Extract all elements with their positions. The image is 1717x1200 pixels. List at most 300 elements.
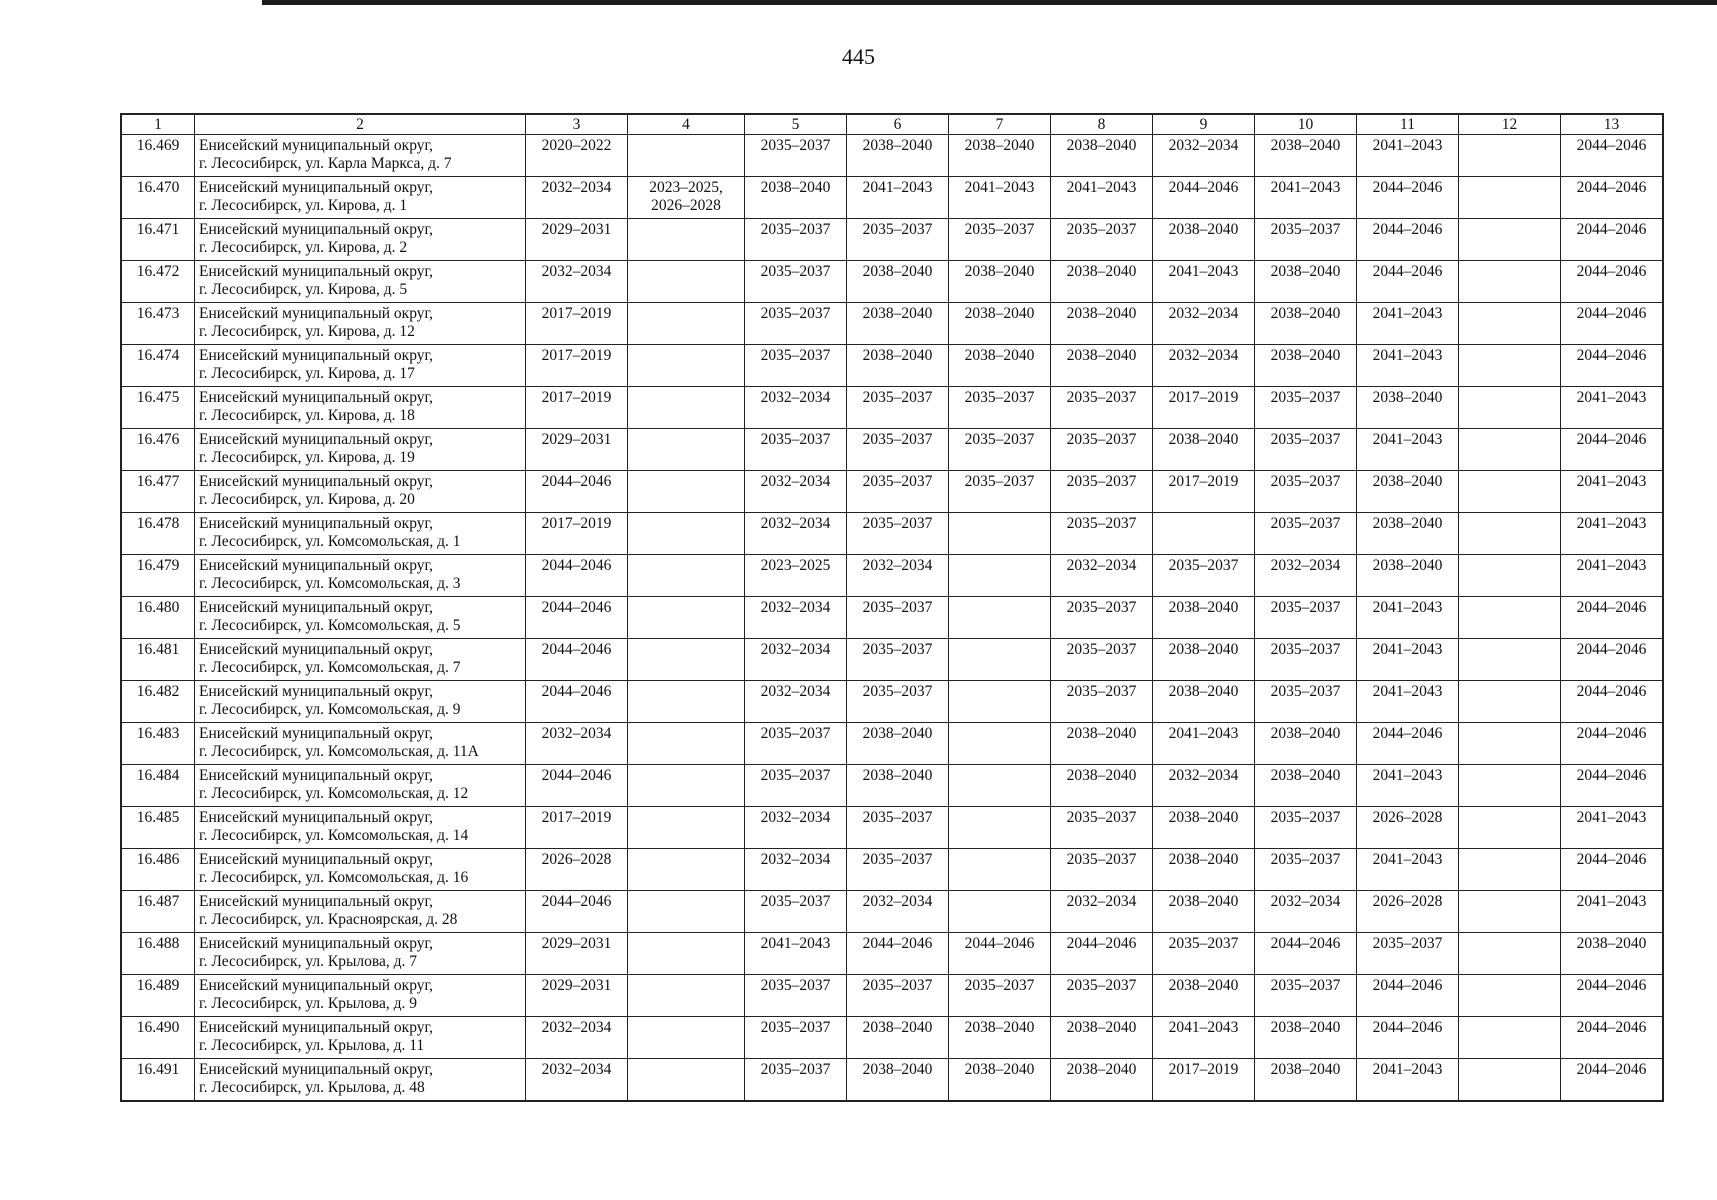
period-cell-col10: 2038–2040 (1255, 303, 1357, 345)
period-cell-col5: 2032–2034 (745, 639, 847, 681)
row-number-cell: 16.480 (122, 597, 195, 639)
period-cell-col5: 2035–2037 (745, 723, 847, 765)
row-number-cell: 16.484 (122, 765, 195, 807)
period-cell-col8: 2038–2040 (1051, 723, 1153, 765)
period-cell-col7: 2038–2040 (949, 135, 1051, 177)
address-line-street: г. Лесосибирск, ул. Комсомольская, д. 14 (199, 827, 469, 844)
period-cell-col3: 2017–2019 (526, 303, 628, 345)
period-cell-col7 (949, 849, 1051, 891)
address-cell (195, 891, 526, 933)
period-cell-col11: 2044–2046 (1357, 261, 1459, 303)
period-cell-col9: 2032–2034 (1153, 303, 1255, 345)
period-cell-col7 (949, 723, 1051, 765)
period-cell-col3: 2032–2034 (526, 177, 628, 219)
period-cell-col5: 2035–2037 (745, 345, 847, 387)
period-cell-col12 (1459, 807, 1561, 849)
period-cell-col6: 2044–2046 (847, 933, 949, 975)
address-line-district: Енисейский муниципальный округ, (199, 851, 433, 868)
address-line-district: Енисейский муниципальный округ, (199, 347, 433, 364)
period-cell-col5: 2035–2037 (745, 135, 847, 177)
period-cell-col5: 2035–2037 (745, 219, 847, 261)
period-cell-col5: 2035–2037 (745, 765, 847, 807)
period-cell-col8: 2038–2040 (1051, 1059, 1153, 1101)
period-cell-col10: 2038–2040 (1255, 765, 1357, 807)
address-line-district: Енисейский муниципальный округ, (199, 389, 433, 406)
period-cell-col7: 2035–2037 (949, 387, 1051, 429)
period-cell-col13: 2044–2046 (1561, 723, 1663, 765)
period-cell-col11: 2044–2046 (1357, 1017, 1459, 1059)
top-border-rule (262, 0, 1717, 5)
address-cell (195, 555, 526, 597)
period-cell-col3: 2029–2031 (526, 219, 628, 261)
row-number-cell: 16.476 (122, 429, 195, 471)
row-number-cell: 16.485 (122, 807, 195, 849)
period-cell-col6: 2038–2040 (847, 1059, 949, 1101)
period-cell-col3: 2032–2034 (526, 1059, 628, 1101)
period-cell-col8: 2035–2037 (1051, 429, 1153, 471)
period-cell-col13: 2044–2046 (1561, 681, 1663, 723)
column-header: 7 (949, 115, 1051, 135)
period-cell-col7: 2038–2040 (949, 303, 1051, 345)
period-cell-col10: 2044–2046 (1255, 933, 1357, 975)
period-cell-col8: 2035–2037 (1051, 849, 1153, 891)
period-cell-col4 (628, 681, 745, 723)
period-cell-col9: 2041–2043 (1153, 1017, 1255, 1059)
table-row (122, 933, 1663, 975)
table-row (122, 219, 1663, 261)
period-cell-col8: 2035–2037 (1051, 513, 1153, 555)
address-cell (195, 933, 526, 975)
period-cell-col8: 2035–2037 (1051, 219, 1153, 261)
period-cell-col11: 2041–2043 (1357, 849, 1459, 891)
period-cell-col12 (1459, 597, 1561, 639)
address-line-district: Енисейский муниципальный округ, (199, 515, 433, 532)
period-cell-col12 (1459, 429, 1561, 471)
period-cell-col9: 2032–2034 (1153, 765, 1255, 807)
period-cell-col9: 2032–2034 (1153, 135, 1255, 177)
period-cell-col7 (949, 681, 1051, 723)
period-cell-col6: 2035–2037 (847, 471, 949, 513)
period-cell-col6: 2035–2037 (847, 513, 949, 555)
period-cell-col3: 2044–2046 (526, 639, 628, 681)
table-row (122, 723, 1663, 765)
period-cell-col5: 2032–2034 (745, 807, 847, 849)
table-row (122, 849, 1663, 891)
table-row (122, 513, 1663, 555)
period-cell-col10: 2035–2037 (1255, 639, 1357, 681)
address-cell (195, 429, 526, 471)
period-cell-col4 (628, 555, 745, 597)
column-header: 11 (1357, 115, 1459, 135)
period-cell-col8: 2038–2040 (1051, 303, 1153, 345)
period-cell-col13: 2044–2046 (1561, 765, 1663, 807)
period-cell-col3: 2032–2034 (526, 261, 628, 303)
period-cell-col3: 2029–2031 (526, 933, 628, 975)
period-cell-col5: 2035–2037 (745, 303, 847, 345)
address-cell (195, 387, 526, 429)
row-number-cell: 16.469 (122, 135, 195, 177)
period-cell-col5: 2035–2037 (745, 261, 847, 303)
address-cell (195, 303, 526, 345)
period-cell-col4 (628, 933, 745, 975)
table-row (122, 345, 1663, 387)
period-cell-col7: 2041–2043 (949, 177, 1051, 219)
period-cell-col9: 2038–2040 (1153, 597, 1255, 639)
period-cell-col7: 2035–2037 (949, 471, 1051, 513)
period-cell-col8: 2035–2037 (1051, 681, 1153, 723)
period-cell-col10: 2032–2034 (1255, 891, 1357, 933)
period-cell-col8: 2038–2040 (1051, 765, 1153, 807)
period-cell-col3: 2020–2022 (526, 135, 628, 177)
period-cell-col12 (1459, 303, 1561, 345)
period-cell-col5: 2035–2037 (745, 1059, 847, 1101)
address-line-street: г. Лесосибирск, ул. Крылова, д. 7 (199, 953, 417, 970)
period-cell-col6: 2035–2037 (847, 597, 949, 639)
period-cell-col10: 2038–2040 (1255, 723, 1357, 765)
address-cell (195, 807, 526, 849)
row-number-cell: 16.477 (122, 471, 195, 513)
address-line-street: г. Лесосибирск, ул. Крылова, д. 48 (199, 1079, 425, 1096)
period-cell-col10: 2038–2040 (1255, 345, 1357, 387)
period-cell-col10: 2035–2037 (1255, 681, 1357, 723)
address-cell (195, 513, 526, 555)
address-line-street: г. Лесосибирск, ул. Комсомольская, д. 11А (199, 743, 479, 760)
period-cell-col3: 2029–2031 (526, 429, 628, 471)
period-cell-col4 (628, 1059, 745, 1101)
period-cell-col7 (949, 765, 1051, 807)
table-row (122, 135, 1663, 177)
table-row (122, 387, 1663, 429)
period-cell-col12 (1459, 387, 1561, 429)
address-line-district: Енисейский муниципальный округ, (199, 893, 433, 910)
period-cell-col10: 2035–2037 (1255, 387, 1357, 429)
period-cell-col7: 2038–2040 (949, 1059, 1051, 1101)
table-row (122, 765, 1663, 807)
period-cell-col10: 2038–2040 (1255, 1059, 1357, 1101)
address-cell (195, 597, 526, 639)
period-cell-col12 (1459, 1017, 1561, 1059)
period-cell-col8: 2035–2037 (1051, 597, 1153, 639)
table-row (122, 177, 1663, 219)
period-cell-col4 (628, 513, 745, 555)
period-cell-col4 (628, 975, 745, 1017)
period-cell-col11: 2041–2043 (1357, 639, 1459, 681)
table-row (122, 471, 1663, 513)
period-cell-col7: 2035–2037 (949, 219, 1051, 261)
address-line-street: г. Лесосибирск, ул. Кирова, д. 2 (199, 239, 408, 256)
address-line-district: Енисейский муниципальный округ, (199, 431, 433, 448)
period-cell-col9: 2038–2040 (1153, 429, 1255, 471)
period-cell-col6: 2041–2043 (847, 177, 949, 219)
period-cell-col9: 2038–2040 (1153, 219, 1255, 261)
period-cell-col9: 2044–2046 (1153, 177, 1255, 219)
column-header: 13 (1561, 115, 1663, 135)
period-cell-col10: 2035–2037 (1255, 975, 1357, 1017)
period-cell-col13: 2041–2043 (1561, 387, 1663, 429)
period-cell-col9: 2017–2019 (1153, 387, 1255, 429)
column-header: 6 (847, 115, 949, 135)
period-cell-col3: 2017–2019 (526, 513, 628, 555)
period-cell-col5: 2032–2034 (745, 471, 847, 513)
table-row (122, 1017, 1663, 1059)
period-cell-col11: 2044–2046 (1357, 975, 1459, 1017)
period-cell-col6: 2035–2037 (847, 849, 949, 891)
address-cell (195, 135, 526, 177)
address-line-district: Енисейский муниципальный округ, (199, 473, 433, 490)
period-cell-col13: 2044–2046 (1561, 975, 1663, 1017)
address-line-street: г. Лесосибирск, ул. Кирова, д. 19 (199, 449, 415, 466)
period-cell-col13: 2044–2046 (1561, 849, 1663, 891)
address-line-district: Енисейский муниципальный округ, (199, 305, 433, 322)
period-cell-col5: 2035–2037 (745, 975, 847, 1017)
column-header: 4 (628, 115, 745, 135)
period-cell-col7 (949, 807, 1051, 849)
period-line: 2023–2025, (649, 179, 723, 196)
period-cell-col6: 2038–2040 (847, 135, 949, 177)
period-cell-col3: 2044–2046 (526, 765, 628, 807)
period-cell-col9: 2038–2040 (1153, 807, 1255, 849)
period-cell-col11: 2044–2046 (1357, 219, 1459, 261)
row-number-cell: 16.486 (122, 849, 195, 891)
period-cell-col4 (628, 765, 745, 807)
address-cell (195, 681, 526, 723)
row-number-cell: 16.479 (122, 555, 195, 597)
period-cell-col9: 2017–2019 (1153, 471, 1255, 513)
address-line-district: Енисейский муниципальный округ, (199, 641, 433, 658)
table-row (122, 597, 1663, 639)
address-line-street: г. Лесосибирск, ул. Кирова, д. 5 (199, 281, 408, 298)
address-cell (195, 765, 526, 807)
period-cell-col6: 2038–2040 (847, 261, 949, 303)
period-cell-col4 (628, 303, 745, 345)
period-cell-col11: 2041–2043 (1357, 303, 1459, 345)
period-cell-col8: 2035–2037 (1051, 975, 1153, 1017)
row-number-cell: 16.489 (122, 975, 195, 1017)
period-cell-col10: 2035–2037 (1255, 597, 1357, 639)
period-cell-col6: 2035–2037 (847, 807, 949, 849)
period-cell-col12 (1459, 345, 1561, 387)
period-cell-col8: 2038–2040 (1051, 345, 1153, 387)
period-cell-col8: 2044–2046 (1051, 933, 1153, 975)
address-line-street: г. Лесосибирск, ул. Комсомольская, д. 1 (199, 533, 461, 550)
period-cell-col12 (1459, 765, 1561, 807)
period-cell-col12 (1459, 555, 1561, 597)
period-cell-col13: 2044–2046 (1561, 1059, 1663, 1101)
address-cell (195, 471, 526, 513)
period-cell-col12 (1459, 723, 1561, 765)
address-cell (195, 639, 526, 681)
period-cell-col11: 2041–2043 (1357, 135, 1459, 177)
period-cell-col10: 2035–2037 (1255, 471, 1357, 513)
period-cell-col8: 2035–2037 (1051, 471, 1153, 513)
period-cell-col9: 2038–2040 (1153, 681, 1255, 723)
table-row (122, 975, 1663, 1017)
period-cell-col5: 2032–2034 (745, 387, 847, 429)
address-line-street: г. Лесосибирск, ул. Комсомольская, д. 3 (199, 575, 461, 592)
period-cell-col11: 2041–2043 (1357, 1059, 1459, 1101)
table-row (122, 681, 1663, 723)
period-cell-col11: 2044–2046 (1357, 723, 1459, 765)
table-row (122, 555, 1663, 597)
period-cell-col9: 2017–2019 (1153, 1059, 1255, 1101)
row-number-cell: 16.473 (122, 303, 195, 345)
period-cell-col6: 2038–2040 (847, 345, 949, 387)
row-number-cell: 16.472 (122, 261, 195, 303)
period-cell-col4 (628, 597, 745, 639)
period-cell-col10: 2038–2040 (1255, 261, 1357, 303)
period-cell-col7: 2035–2037 (949, 429, 1051, 471)
period-cell-col6: 2038–2040 (847, 1017, 949, 1059)
period-cell-col8: 2041–2043 (1051, 177, 1153, 219)
period-cell-col3: 2044–2046 (526, 555, 628, 597)
period-cell-col12 (1459, 681, 1561, 723)
period-cell-col13: 2044–2046 (1561, 1017, 1663, 1059)
column-header: 3 (526, 115, 628, 135)
row-number-cell: 16.482 (122, 681, 195, 723)
period-cell-col7: 2038–2040 (949, 345, 1051, 387)
address-line-district: Енисейский муниципальный округ, (199, 1061, 433, 1078)
period-cell-col7 (949, 891, 1051, 933)
period-cell-col4 (628, 849, 745, 891)
address-line-street: г. Лесосибирск, ул. Комсомольская, д. 7 (199, 659, 461, 676)
row-number-cell: 16.471 (122, 219, 195, 261)
period-cell-col12 (1459, 639, 1561, 681)
period-cell-col9: 2041–2043 (1153, 723, 1255, 765)
table-row (122, 807, 1663, 849)
period-cell-col9: 2032–2034 (1153, 345, 1255, 387)
period-cell-col10: 2032–2034 (1255, 555, 1357, 597)
period-cell-col12 (1459, 849, 1561, 891)
column-header: 5 (745, 115, 847, 135)
header-row (122, 115, 1663, 135)
period-cell-col13: 2044–2046 (1561, 429, 1663, 471)
period-cell-col12 (1459, 933, 1561, 975)
period-cell-col13: 2044–2046 (1561, 345, 1663, 387)
period-cell-col9: 2038–2040 (1153, 849, 1255, 891)
address-line-street: г. Лесосибирск, ул. Красноярская, д. 28 (199, 911, 458, 928)
period-cell-col10: 2035–2037 (1255, 219, 1357, 261)
period-cell-col8: 2035–2037 (1051, 807, 1153, 849)
address-line-street: г. Лесосибирск, ул. Крылова, д. 11 (199, 1037, 425, 1054)
period-cell-col11: 2035–2037 (1357, 933, 1459, 975)
row-number-cell: 16.470 (122, 177, 195, 219)
period-cell-col13: 2041–2043 (1561, 555, 1663, 597)
period-cell-col11: 2038–2040 (1357, 471, 1459, 513)
period-cell-col11: 2038–2040 (1357, 555, 1459, 597)
period-cell-col7 (949, 513, 1051, 555)
row-number-cell: 16.487 (122, 891, 195, 933)
period-cell-col6: 2035–2037 (847, 639, 949, 681)
address-line-district: Енисейский муниципальный округ, (199, 977, 433, 994)
address-line-district: Енисейский муниципальный округ, (199, 767, 433, 784)
row-number-cell: 16.483 (122, 723, 195, 765)
column-header: 10 (1255, 115, 1357, 135)
address-cell (195, 849, 526, 891)
period-cell-col11: 2026–2028 (1357, 807, 1459, 849)
address-cell (195, 219, 526, 261)
period-cell-col9: 2038–2040 (1153, 975, 1255, 1017)
column-header: 2 (195, 115, 526, 135)
period-cell-col10: 2035–2037 (1255, 807, 1357, 849)
period-cell-col11: 2041–2043 (1357, 765, 1459, 807)
period-cell-col4 (628, 387, 745, 429)
period-cell-col11: 2041–2043 (1357, 429, 1459, 471)
address-line-street: г. Лесосибирск, ул. Кирова, д. 1 (199, 197, 408, 214)
period-cell-col5: 2035–2037 (745, 1017, 847, 1059)
address-line-street: г. Лесосибирск, ул. Комсомольская, д. 9 (199, 701, 461, 718)
address-line-street: г. Лесосибирск, ул. Кирова, д. 17 (199, 365, 415, 382)
address-line-district: Енисейский муниципальный округ, (199, 935, 433, 952)
period-cell-col13: 2038–2040 (1561, 933, 1663, 975)
table-row (122, 429, 1663, 471)
period-cell-col10: 2035–2037 (1255, 849, 1357, 891)
address-cell (195, 177, 526, 219)
period-cell-col13: 2044–2046 (1561, 177, 1663, 219)
address-cell (195, 261, 526, 303)
table-row (122, 303, 1663, 345)
period-cell-col4 (628, 261, 745, 303)
column-header: 12 (1459, 115, 1561, 135)
row-number-cell: 16.481 (122, 639, 195, 681)
period-cell-col4 (628, 345, 745, 387)
address-line-district: Енисейский муниципальный округ, (199, 1019, 433, 1036)
table-row (122, 891, 1663, 933)
period-cell-col10: 2041–2043 (1255, 177, 1357, 219)
period-cell-col4 (628, 429, 745, 471)
row-number-cell: 16.488 (122, 933, 195, 975)
period-cell-col5: 2035–2037 (745, 429, 847, 471)
period-cell-col6: 2032–2034 (847, 555, 949, 597)
address-line-district: Енисейский муниципальный округ, (199, 809, 433, 826)
period-cell-col5: 2023–2025 (745, 555, 847, 597)
period-cell-col5: 2041–2043 (745, 933, 847, 975)
period-cell-col6: 2035–2037 (847, 429, 949, 471)
period-cell-col6: 2035–2037 (847, 975, 949, 1017)
column-header: 9 (1153, 115, 1255, 135)
row-number-cell: 16.478 (122, 513, 195, 555)
page-number: 445 (842, 44, 875, 69)
period-cell-col4 (628, 639, 745, 681)
period-cell-col7 (949, 597, 1051, 639)
period-cell-col4 (628, 1017, 745, 1059)
period-cell-col6: 2035–2037 (847, 387, 949, 429)
address-line-district: Енисейский муниципальный округ, (199, 557, 433, 574)
period-cell-col3: 2029–2031 (526, 975, 628, 1017)
column-header: 8 (1051, 115, 1153, 135)
period-cell-col13: 2041–2043 (1561, 807, 1663, 849)
period-cell-col5: 2032–2034 (745, 681, 847, 723)
address-line-district: Енисейский муниципальный округ, (199, 137, 433, 154)
period-cell-col10: 2035–2037 (1255, 513, 1357, 555)
period-cell-col6: 2035–2037 (847, 681, 949, 723)
period-cell-col9: 2038–2040 (1153, 891, 1255, 933)
address-line-street: г. Лесосибирск, ул. Комсомольская, д. 5 (199, 617, 461, 634)
period-cell-col5: 2032–2034 (745, 597, 847, 639)
period-cell-col8: 2038–2040 (1051, 261, 1153, 303)
address-line-district: Енисейский муниципальный округ, (199, 221, 433, 238)
address-cell (195, 723, 526, 765)
period-cell-col13: 2041–2043 (1561, 891, 1663, 933)
row-number-cell: 16.474 (122, 345, 195, 387)
address-line-district: Енисейский муниципальный округ, (199, 179, 433, 196)
period-cell-col6: 2032–2034 (847, 891, 949, 933)
period-cell-col3: 2044–2046 (526, 597, 628, 639)
period-cell-col8: 2032–2034 (1051, 555, 1153, 597)
period-cell-col11: 2026–2028 (1357, 891, 1459, 933)
period-cell-col11: 2041–2043 (1357, 597, 1459, 639)
period-cell-col9: 2041–2043 (1153, 261, 1255, 303)
period-cell-col9: 2038–2040 (1153, 639, 1255, 681)
